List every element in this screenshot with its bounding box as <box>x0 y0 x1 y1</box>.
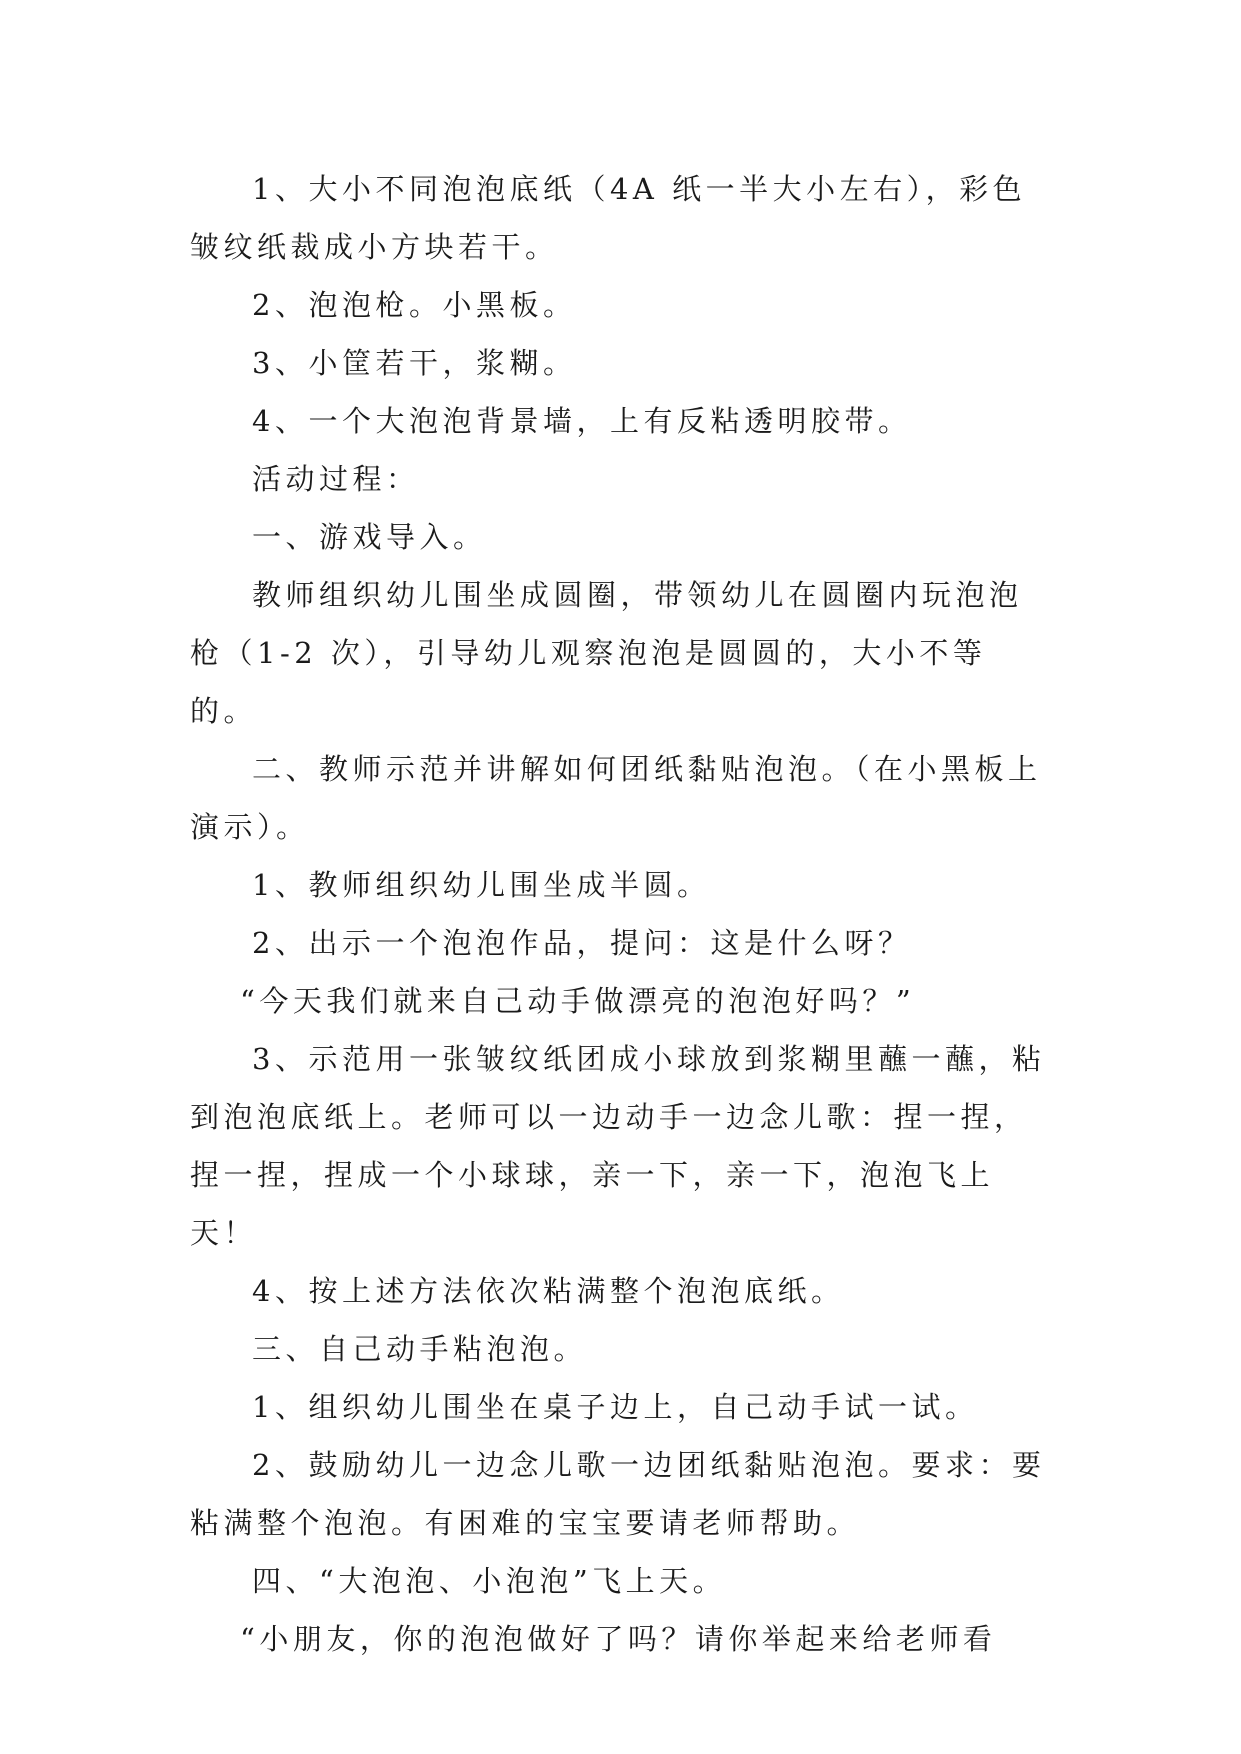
section-heading-4: 四、“大泡泡、小泡泡”飞上天。 <box>252 1564 727 1598</box>
paragraph-step-1: 1、教师组织幼儿围坐成半圆。 <box>252 868 711 902</box>
section-heading-3: 三、自己动手粘泡泡。 <box>252 1332 588 1366</box>
paragraph-step-2: 2、出示一个泡泡作品，提问：这是什么呀？ <box>252 926 912 960</box>
paragraph-quote-2: “小朋友，你的泡泡做好了吗？请你举起来给老师看 <box>240 1622 997 1656</box>
paragraph-step-3: 3、示范用一张皱纹纸团成小球放到浆糊里蘸一蘸，粘到泡泡底纸上。老师可以一边动手一边念儿歌：捏一捏，捏一捏，捏成一个小球球，亲一下，亲一下，泡泡飞上天！ <box>190 1042 1046 1250</box>
paragraph-practice-1: 1、组织幼儿围坐在桌子边上，自己动手试一试。 <box>252 1390 979 1424</box>
paragraph-quote-1: “今天我们就来自己动手做漂亮的泡泡好吗？” <box>240 984 916 1018</box>
paragraph-materials-4: 4、一个大泡泡背景墙，上有反粘透明胶带。 <box>252 404 912 438</box>
document-body <box>190 160 1052 1668</box>
paragraph-game-intro: 教师组织幼儿围坐成圆圈，带领幼儿在圆圈内玩泡泡枪（1-2 次），引导幼儿观察泡泡是圆圆的，大小不等的。 <box>190 578 1023 728</box>
section-heading-2: 二、教师示范并讲解如何团纸黏贴泡泡。（在小黑板上演示）。 <box>190 752 1042 844</box>
paragraph-materials-3: 3、小筐若干，浆糊。 <box>252 346 577 380</box>
paragraph-step-4: 4、按上述方法依次粘满整个泡泡底纸。 <box>252 1274 845 1308</box>
paragraph-materials-2: 2、泡泡枪。小黑板。 <box>252 288 577 322</box>
paragraph-practice-2: 2、鼓励幼儿一边念儿歌一边团纸黏贴泡泡。要求：要粘满整个泡泡。有困难的宝宝要请老师帮助。 <box>190 1448 1046 1540</box>
paragraph-materials-1: 1、大小不同泡泡底纸（4A 纸一半大小左右），彩色皱纹纸裁成小方块若干。 <box>190 172 1027 264</box>
section-heading-1: 一、游戏导入。 <box>252 520 487 554</box>
section-heading-process: 活动过程： <box>252 462 420 496</box>
